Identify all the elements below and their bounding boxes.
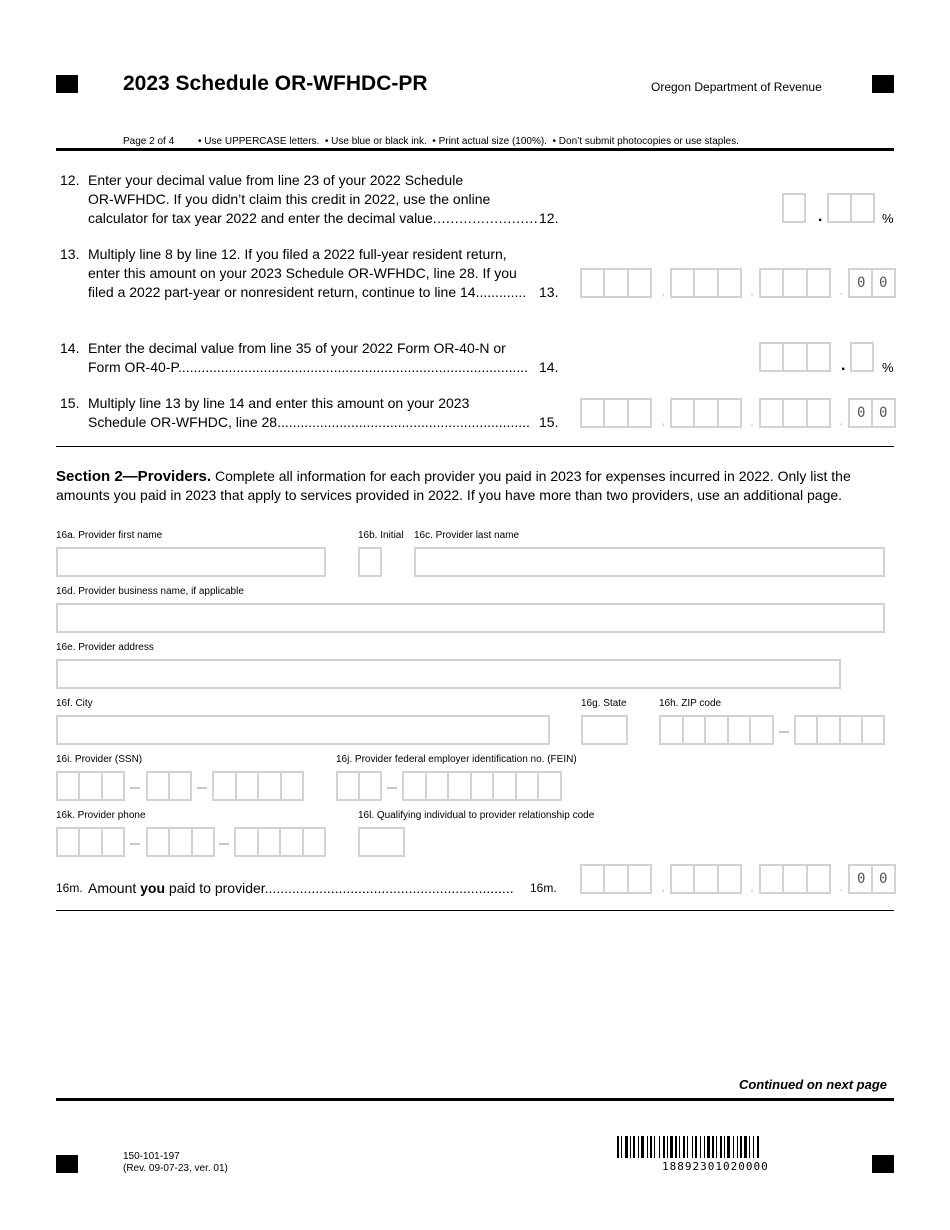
- barcode-bar: [724, 1136, 725, 1158]
- zip-code-input[interactable]: [659, 715, 774, 745]
- line-15-text-2: Schedule OR-WFHDC, line 28.................................................................: [88, 414, 530, 430]
- line-16m-cents-digit-2: 0: [879, 871, 888, 887]
- barcode-bar: [641, 1136, 644, 1158]
- page-number: Page 2 of 4: [123, 136, 175, 147]
- barcode-bar: [720, 1136, 722, 1158]
- provider-business-name-input[interactable]: [56, 603, 885, 633]
- continued-note: Continued on next page: [738, 1077, 887, 1092]
- line-16m-cents: [848, 864, 896, 894]
- line-12-integer-input[interactable]: [782, 193, 806, 223]
- line-14-percent-sign: %: [882, 360, 894, 375]
- section-2-description: Complete all information for each provider you paid in 2023 for expenses incurred in 2022. Only list the amounts you paid in 2023 that apply to services provided in 2022. If you have more than two providers, use an additional page.: [56, 468, 851, 503]
- line-15-amount-thousands[interactable]: [670, 398, 742, 428]
- barcode-bar: [707, 1136, 710, 1158]
- barcode-bar: [654, 1136, 655, 1158]
- barcode-bar: [625, 1136, 628, 1158]
- barcode-bar: [659, 1136, 660, 1158]
- revision-date: (Rev. 09-07-23, ver. 01): [123, 1163, 228, 1174]
- line-13-amount-thousands[interactable]: [670, 268, 742, 298]
- field-16j-label: 16j. Provider federal employer identification no. (FEIN): [336, 754, 577, 765]
- line-15-end-label: 15.: [539, 414, 559, 430]
- thousands-separator: ,: [661, 412, 665, 428]
- ssn-part-1-input[interactable]: [56, 771, 125, 801]
- decimal-point: .: [818, 208, 823, 225]
- barcode-bar: [675, 1136, 677, 1158]
- line-14-decimal-input[interactable]: [850, 342, 874, 372]
- section-divider: [56, 910, 894, 911]
- barcode-bar: [667, 1136, 668, 1158]
- zip-plus4-input[interactable]: [794, 715, 885, 745]
- line-13-text-1: Multiply line 8 by line 12. If you filed a 2022 full-year resident return,: [88, 246, 507, 262]
- barcode: [617, 1136, 827, 1158]
- barcode-bar: [737, 1136, 738, 1158]
- decimal-separator: .: [839, 878, 843, 894]
- section-divider: [56, 446, 894, 447]
- field-16e-label: 16e. Provider address: [56, 642, 154, 653]
- barcode-bar: [617, 1136, 619, 1158]
- barcode-bar: [740, 1136, 742, 1158]
- line-13-cents: [848, 268, 896, 298]
- barcode-bar: [630, 1136, 631, 1158]
- registration-mark: [56, 1155, 78, 1173]
- barcode-bar: [687, 1136, 688, 1158]
- line-12-text-2: OR-WFHDC. If you didn’t claim this credit in 2022, use the online: [88, 191, 491, 207]
- line-13-text-3: filed a 2022 part-year or nonresident return, continue to line 14.............: [88, 284, 527, 300]
- line-15-amount-millions[interactable]: [580, 398, 652, 428]
- field-16f-label: 16f. City: [56, 698, 93, 709]
- barcode-bar: [683, 1136, 685, 1158]
- zip-dash: [779, 731, 789, 733]
- registration-mark: [56, 75, 78, 93]
- barcode-bar: [749, 1136, 750, 1158]
- line-12-percent-sign: %: [882, 211, 894, 226]
- barcode-bar: [744, 1136, 747, 1158]
- provider-first-name-input[interactable]: [56, 547, 326, 577]
- barcode-bar: [753, 1136, 754, 1158]
- fein-dash: [387, 787, 397, 789]
- ssn-part-2-input[interactable]: [146, 771, 192, 801]
- barcode-bar: [633, 1136, 635, 1158]
- line-15-cents-digit-2: 0: [879, 405, 888, 421]
- line-16m-end-label: 16m.: [530, 881, 557, 895]
- field-16g-label: 16g. State: [581, 698, 627, 709]
- barcode-bar: [733, 1136, 734, 1158]
- form-instructions: • Use UPPERCASE letters. • Use blue or black ink. • Print actual size (100%). • Don’t submit photocopies or use staples.: [198, 136, 739, 147]
- phone-area-code-input[interactable]: [56, 827, 125, 857]
- barcode-number: 18892301020000: [662, 1160, 769, 1173]
- line-12-text-1: Enter your decimal value from line 23 of your 2022 Schedule: [88, 172, 464, 188]
- line-14-number: 14.: [60, 340, 80, 356]
- line-13-end-label: 13.: [539, 284, 559, 300]
- line-12-number: 12.: [60, 172, 80, 188]
- line-16m-cents-digit-1: 0: [857, 871, 866, 887]
- barcode-bar: [695, 1136, 697, 1158]
- line-14-text-1: Enter the decimal value from line 35 of your 2022 Form OR-40-N or: [88, 340, 506, 356]
- line-16m-amount-millions[interactable]: [580, 864, 652, 894]
- registration-mark: [872, 1155, 894, 1173]
- line-16m-amount-units[interactable]: [759, 864, 831, 894]
- barcode-bar: [638, 1136, 639, 1158]
- barcode-bar: [679, 1136, 680, 1158]
- barcode-bar: [700, 1136, 701, 1158]
- relationship-code-input[interactable]: [358, 827, 405, 857]
- form-title: 2023 Schedule OR-WFHDC-PR: [123, 72, 428, 95]
- section-2-intro: [56, 467, 896, 505]
- barcode-bar: [670, 1136, 673, 1158]
- line-12-text-3: calculator for tax year 2022 and enter the decimal value........................: [88, 210, 539, 226]
- line-13-number: 13.: [60, 246, 80, 262]
- line-15-amount-units[interactable]: [759, 398, 831, 428]
- footer-rule: [56, 1098, 894, 1101]
- line-14-integer-input[interactable]: [759, 342, 831, 372]
- barcode-bar: [716, 1136, 717, 1158]
- barcode-bar: [727, 1136, 730, 1158]
- phone-dash: [219, 843, 229, 845]
- field-16h-label: 16h. ZIP code: [659, 698, 722, 709]
- ssn-part-3-input[interactable]: [212, 771, 304, 801]
- thousands-separator: ,: [750, 282, 754, 298]
- barcode-bar: [647, 1136, 648, 1158]
- line-12-end-label: 12.: [539, 210, 559, 226]
- fein-part-1-input[interactable]: [336, 771, 382, 801]
- field-16a-label: 16a. Provider first name: [56, 530, 163, 541]
- field-16b-label: 16b. Initial: [358, 530, 404, 541]
- field-16i-label: 16i. Provider (SSN): [56, 754, 143, 765]
- barcode-bar: [621, 1136, 622, 1158]
- decimal-separator: .: [839, 412, 843, 428]
- provider-initial-input[interactable]: [358, 547, 382, 577]
- city-input[interactable]: [56, 715, 550, 745]
- line-13-amount-units[interactable]: [759, 268, 831, 298]
- line-15-cents-digit-1: 0: [857, 405, 866, 421]
- phone-prefix-input[interactable]: [146, 827, 215, 857]
- line-16m-amount-thousands[interactable]: [670, 864, 742, 894]
- agency-name: Oregon Department of Revenue: [651, 80, 822, 94]
- decimal-point: .: [841, 357, 846, 374]
- thousands-separator: ,: [661, 282, 665, 298]
- registration-mark: [872, 75, 894, 93]
- field-16l-label: 16l. Qualifying individual to provider relationship code: [358, 810, 595, 821]
- barcode-bar: [692, 1136, 693, 1158]
- barcode-bar: [757, 1136, 759, 1158]
- line-14-end-label: 14.: [539, 359, 559, 375]
- barcode-bar: [663, 1136, 665, 1158]
- state-input[interactable]: [581, 715, 628, 745]
- field-16c-label: 16c. Provider last name: [414, 530, 520, 541]
- thousands-separator: ,: [750, 878, 754, 894]
- thousands-separator: ,: [661, 878, 665, 894]
- line-13-cents-digit-1: 0: [857, 275, 866, 291]
- line-16m-number: 16m.: [56, 881, 83, 895]
- ssn-dash: [130, 787, 140, 789]
- thousands-separator: ,: [750, 412, 754, 428]
- provider-address-input[interactable]: [56, 659, 841, 689]
- line-15-text-1: Multiply line 13 by line 14 and enter this amount on your 2023: [88, 395, 470, 411]
- form-number: 150-101-197: [123, 1151, 180, 1162]
- section-2-heading: Section 2—Providers.: [56, 468, 212, 485]
- header-rule: [56, 148, 894, 151]
- fein-part-2-input[interactable]: [402, 771, 562, 801]
- decimal-separator: .: [839, 282, 843, 298]
- field-16k-label: 16k. Provider phone: [56, 810, 146, 821]
- field-16d-label: 16d. Provider business name, if applicable: [56, 586, 244, 597]
- line-15-cents: [848, 398, 896, 428]
- line-14-text-2: Form OR-40-P..........................................................................................: [88, 359, 529, 375]
- phone-dash: [130, 843, 140, 845]
- line-12-decimal-input[interactable]: [827, 193, 875, 223]
- line-13-amount-millions[interactable]: [580, 268, 652, 298]
- ssn-dash: [197, 787, 207, 789]
- line-16m-text: Amount you paid to provider................................................................: [88, 880, 514, 896]
- line-13-text-2: enter this amount on your 2023 Schedule OR-WFHDC, line 28. If you: [88, 265, 517, 281]
- line-13-cents-digit-2: 0: [879, 275, 888, 291]
- barcode-bar: [712, 1136, 714, 1158]
- phone-line-input[interactable]: [234, 827, 326, 857]
- barcode-bar: [704, 1136, 705, 1158]
- provider-last-name-input[interactable]: [414, 547, 885, 577]
- barcode-bar: [650, 1136, 652, 1158]
- line-15-number: 15.: [60, 395, 80, 411]
